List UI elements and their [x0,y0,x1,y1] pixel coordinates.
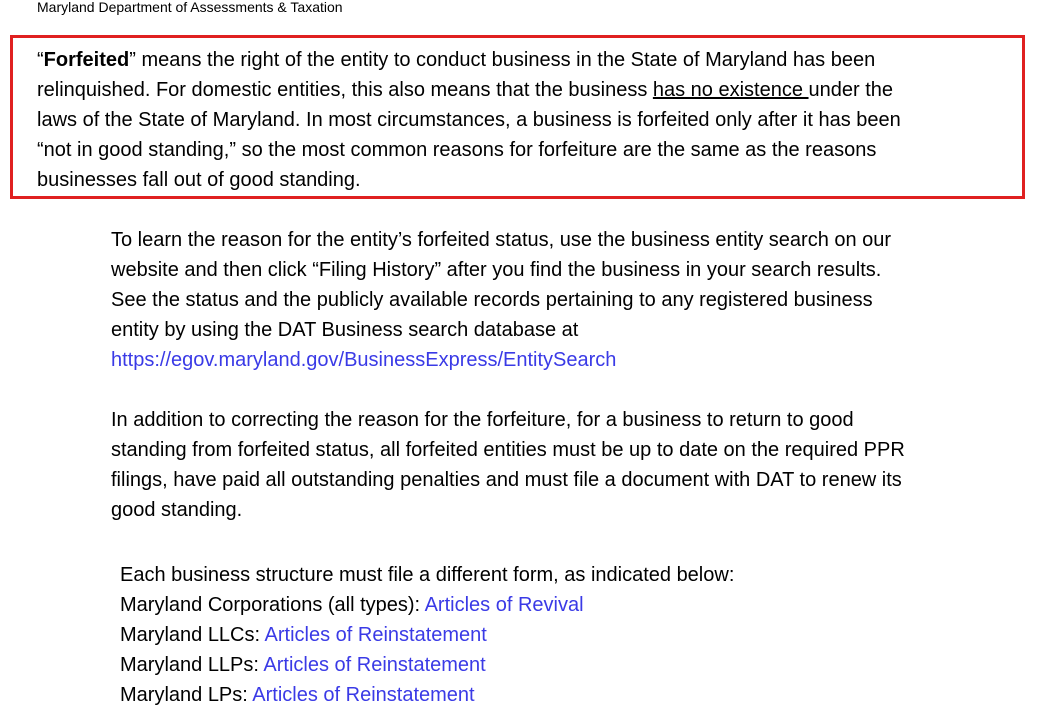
reason-paragraph [111,225,1031,375]
addition-paragraph [111,405,1031,525]
entity-search-link[interactable]: https://egov.maryland.gov/BusinessExpress/EntitySearch [111,349,617,371]
reason-line-1: To learn the reason for the entity’s forfeited status, use the business entity search on our [111,229,892,251]
articles-of-revival-link[interactable]: Articles of Revival [424,594,584,616]
addition-line-1: In addition to correcting the reason for the forfeiture, for a business to return to good [111,409,854,431]
forms-intro: Each business structure must file a different form, as indicated below: [120,564,735,586]
definition-line-1-rest: ” means the right of the entity to conduct business in the State of Maryland has been [129,49,876,71]
form-label: Maryland Corporations (all types): [120,594,425,616]
form-label: Maryland LLPs: [120,654,264,676]
no-existence-phrase: has no existence [652,79,809,101]
definition-line-2 [37,75,1032,105]
form-item-llcs [120,620,734,650]
definition-line-5: businesses fall out of good standing. [37,169,361,191]
definition-line-3: laws of the State of Maryland. In most circumstances, a business is forfeited only after it has been [37,109,901,131]
document-header: Maryland Department of Assessments & Taxation [37,0,343,15]
definition-line-2-b: under the [808,79,894,101]
forfeited-definition [37,45,1032,195]
addition-line-4: good standing. [111,499,243,521]
form-item-lps [120,680,734,710]
lp-reinstatement-link[interactable]: Articles of Reinstatement [252,684,475,706]
form-item-llps [120,650,734,680]
reason-line-3: See the status and the publicly available records pertaining to any registered business [111,289,873,311]
open-quote: “ [37,49,44,71]
reason-line-4: entity by using the DAT Business search database at [111,319,579,341]
definition-line-1 [37,45,1032,75]
forms-list [120,560,734,710]
defined-term: Forfeited [43,49,130,71]
definition-line-4: “not in good standing,” so the most common reasons for forfeiture are the same as the reasons [37,139,877,161]
llp-reinstatement-link[interactable]: Articles of Reinstatement [263,654,486,676]
definition-line-2-a: relinquished. For domestic entities, this also means that the business [37,79,653,101]
form-item-corporations [120,590,734,620]
reason-line-2: website and then click “Filing History” after you find the business in your search results. [111,259,882,281]
addition-line-2: standing from forfeited status, all forfeited entities must be up to date on the required PPR [111,439,905,461]
form-label: Maryland LPs: [120,684,253,706]
addition-line-3: filings, have paid all outstanding penalties and must file a document with DAT to renew its [111,469,902,491]
llc-reinstatement-link[interactable]: Articles of Reinstatement [264,624,487,646]
form-label: Maryland LLCs: [120,624,265,646]
